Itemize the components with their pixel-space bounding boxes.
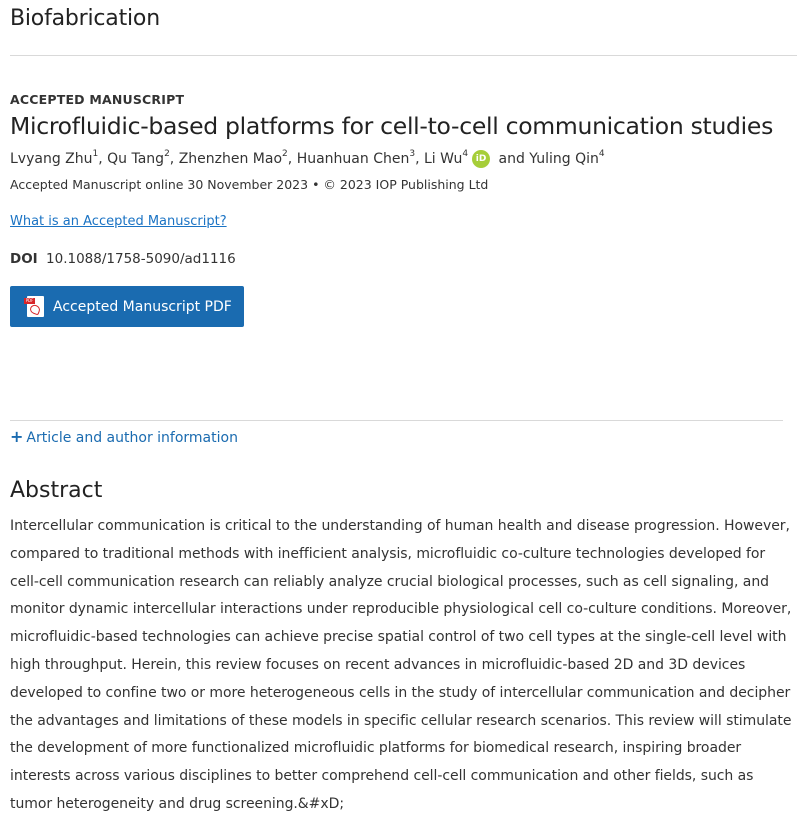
article-info-label: Article and author information [26,430,238,446]
section-divider [10,420,783,421]
article-title: Microfluidic-based platforms for cell-to-cell communication studies [10,112,774,140]
author-name[interactable]: Li Wu [423,151,463,167]
publication-info: Accepted Manuscript online 30 November 2023 • © 2023 IOP Publishing Ltd [10,177,489,192]
author-separator: , [169,151,179,167]
article-and-author-information-toggle[interactable] [10,427,238,446]
what-is-accepted-manuscript-link[interactable]: What is an Accepted Manuscript? [10,214,227,229]
accepted-manuscript-pdf-button[interactable] [10,286,244,327]
author-name[interactable]: Lvyang Zhu [10,151,93,167]
doi-label: DOI [10,251,38,267]
author-separator: , [415,151,424,167]
pdf-button-label: Accepted Manuscript PDF [53,298,232,315]
author-list: Lvyang Zhu $^1$ , Qu Tang $^2$ , Zhenzhen Mao $^2$ , Huanhuan Chen $^3$ , Li Wu $^4$ iD and Yuling Qin $^4$ [10,149,605,167]
abstract-text: Intercellular communication is critical to the understanding of human health and disease progression. However, compared to traditional methods with inefficient analysis, microfluidic co-culture technologies developed for cell-cell communication research can reliably analyze crucial biological processes, such as cell signaling, and monitor dynamic intercellular interactions under reproducible physiological cell co-culture conditions. Moreover, microfluidic-based technologies can achieve precise spatial control of two cell types at the single-cell level with high throughput. Herein, this review focuses on recent advances in microfluidic-based 2D and 3D devices developed to confine two or more heterogeneous cells in the study of intercellular communication and decipher the advantages and limitations of these models in specific cellular research scenarios. This review will stimulate the development of more functionalized microfluidic platforms for biomedical research, inspiring broader interests across various disciplines to better comprehend cell-cell communication and other fields, such as tumor heterogeneity and drug screening.&#xD; [10,518,792,812]
doi-value[interactable]: 10.1088/1758-5090/ad1116 [46,251,236,267]
journal-title[interactable]: Biofabrication [10,6,160,31]
author-separator: , [98,151,108,167]
pdf-icon: PDF [26,296,46,318]
author-name[interactable]: Huanhuan Chen [296,151,410,167]
author-name[interactable]: Zhenzhen Mao [178,151,283,167]
author-name[interactable]: Qu Tang [107,151,165,167]
header-divider [10,55,797,56]
article-type-label: ACCEPTED MANUSCRIPT [10,92,185,107]
doi [10,251,236,267]
abstract-heading: Abstract [10,478,103,503]
author-separator: , [287,151,297,167]
expand-plus-icon: + [10,427,24,446]
orcid-icon[interactable]: iD [472,150,490,168]
author-name[interactable]: and Yuling Qin [498,151,599,167]
